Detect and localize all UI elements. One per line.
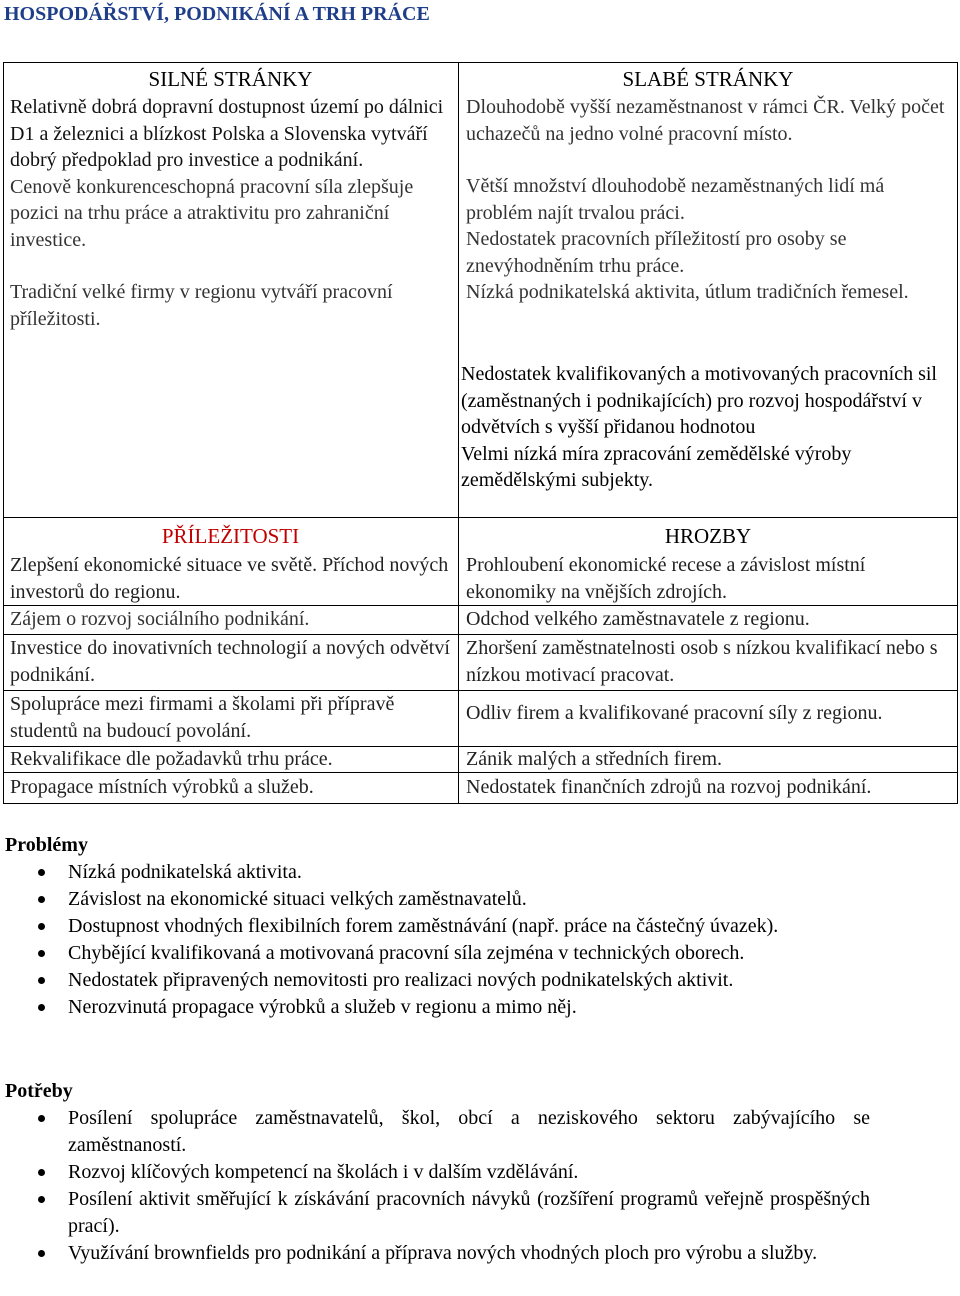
table-divider-horizontal [3, 517, 958, 518]
opportunities-heading: PŘÍLEŽITOSTI [161, 524, 300, 548]
table-border-right [957, 62, 958, 804]
table-divider-vertical [458, 62, 459, 804]
strength-item: Tradiční velké firmy v regionu vytváří pracovní příležitosti. [10, 281, 393, 330]
swot-table [3, 62, 958, 804]
list-item: Rozvoj klíčových kompetencí na školách i v dalším vzdělávání. [0, 1159, 870, 1186]
strength-item: Relativně dobrá dopravní dostupnost území po dálnici D1 a železnici a blízkost Polska a Slovenska vytváří dobrý předpoklad pro investice a podnikání. [10, 96, 444, 171]
list-item: Nerozvinutá propagace výrobků a služeb v regionu a mimo něj. [0, 994, 870, 1021]
weakness-item: Nízká podnikatelská aktivita, útlum tradičních řemesel. [466, 281, 909, 303]
table-border-left [3, 62, 4, 804]
list-item: Chybějící kvalifikovaná a motivovaná pracovní síla zejména v technických oborech. [0, 940, 870, 967]
list-item: Nedostatek připravených nemovitosti pro realizaci nových podnikatelských aktivit. [0, 967, 870, 994]
list-item: Dostupnost vhodných flexibilních forem zaměstnávání (např. práce na částečný úvazek). [0, 913, 870, 940]
opportunity-item: Spolupráce mezi firmami a školami při přípravě studentů na budoucí povolání. [10, 693, 395, 742]
weaknesses-list [466, 94, 954, 306]
threat-item: Zhoršení zaměstnatelnosti osob s nízkou kvalifikací nebo s nízkou motivací pracovat. [466, 637, 938, 686]
strengths-heading: SILNÉ STRÁNKY [148, 67, 313, 91]
threat-item: Odchod velkého zaměstnavatele z regionu. [466, 608, 810, 630]
page-title: HOSPODÁŘSTVÍ, PODNIKÁNÍ A TRH PRÁCE [4, 3, 430, 25]
threat-item: Nedostatek finančních zdrojů na rozvoj podnikání. [466, 776, 872, 798]
list-item: Využívání brownfields pro podnikání a příprava nových vhodných ploch pro výrobu a služby. [0, 1240, 870, 1267]
opportunity-item: Rekvalifikace dle požadavků trhu práce. [10, 748, 333, 770]
threat-item: Odliv firem a kvalifikované pracovní síly z regionu. [466, 702, 883, 724]
opportunity-item: Propagace místních výrobků a služeb. [10, 776, 314, 798]
table-border-bottom [3, 803, 958, 804]
problems-heading: Problémy [5, 834, 88, 856]
list-item: Nízká podnikatelská aktivita. [0, 859, 870, 886]
weakness-item: Nedostatek kvalifikovaných a motivovaných pracovních sil (zaměstnaných i podnikajících) pro rozvoj hospodářství v odvětvích s vyšší přidanou hodnotou [461, 363, 937, 438]
threats-heading: HROZBY [664, 524, 752, 548]
weakness-item: Velmi nízká míra zpracování zemědělské výroby zemědělskými subjekty. [461, 442, 852, 491]
list-item: Závislost na ekonomické situaci velkých zaměstnavatelů. [0, 886, 870, 913]
strength-item: Cenově konkurenceschopná pracovní síla zlepšuje pozici na trhu práce a atraktivitu pro zahraniční investice. [10, 175, 414, 251]
weakness-item: Nedostatek pracovních příležitostí pro osoby se znevýhodněním trhu práce. [466, 228, 847, 277]
needs-heading: Potřeby [5, 1080, 73, 1102]
opportunity-item: Zájem o rozvoj sociálního podnikání. [10, 608, 310, 630]
problems-list [0, 859, 870, 1021]
strengths-list [10, 94, 450, 332]
weakness-item: Dlouhodobě vyšší nezaměstnanost v rámci ČR. Velký počet uchazečů na jedno volné pracovní místo. [466, 96, 945, 145]
opportunity-item: Zlepšení ekonomické situace ve světě. Příchod nových investorů do regionu. [10, 554, 449, 603]
threat-item: Zánik malých a středních firem. [466, 748, 723, 770]
weaknesses-list-cont [461, 361, 953, 494]
opportunity-item: Investice do inovativních technologií a nových odvětví podnikání. [10, 637, 450, 686]
weaknesses-heading: SLABÉ STRÁNKY [622, 67, 794, 91]
needs-list [0, 1105, 870, 1267]
list-item: Posílení spolupráce zaměstnavatelů, škol, obcí a neziskového sektoru zabývajícího se zaměstnaností. [0, 1105, 870, 1159]
weakness-item: Větší množství dlouhodobě nezaměstnaných lidí má problém najít trvalou práci. [466, 175, 885, 224]
list-item: Posílení aktivit směřující k získávání pracovních návyků (rozšíření programů veřejně prospěšných prací). [0, 1186, 870, 1240]
table-border-top [3, 62, 958, 63]
threat-item: Prohloubení ekonomické recese a závislost místní ekonomiky na vnějších zdrojích. [466, 554, 866, 603]
